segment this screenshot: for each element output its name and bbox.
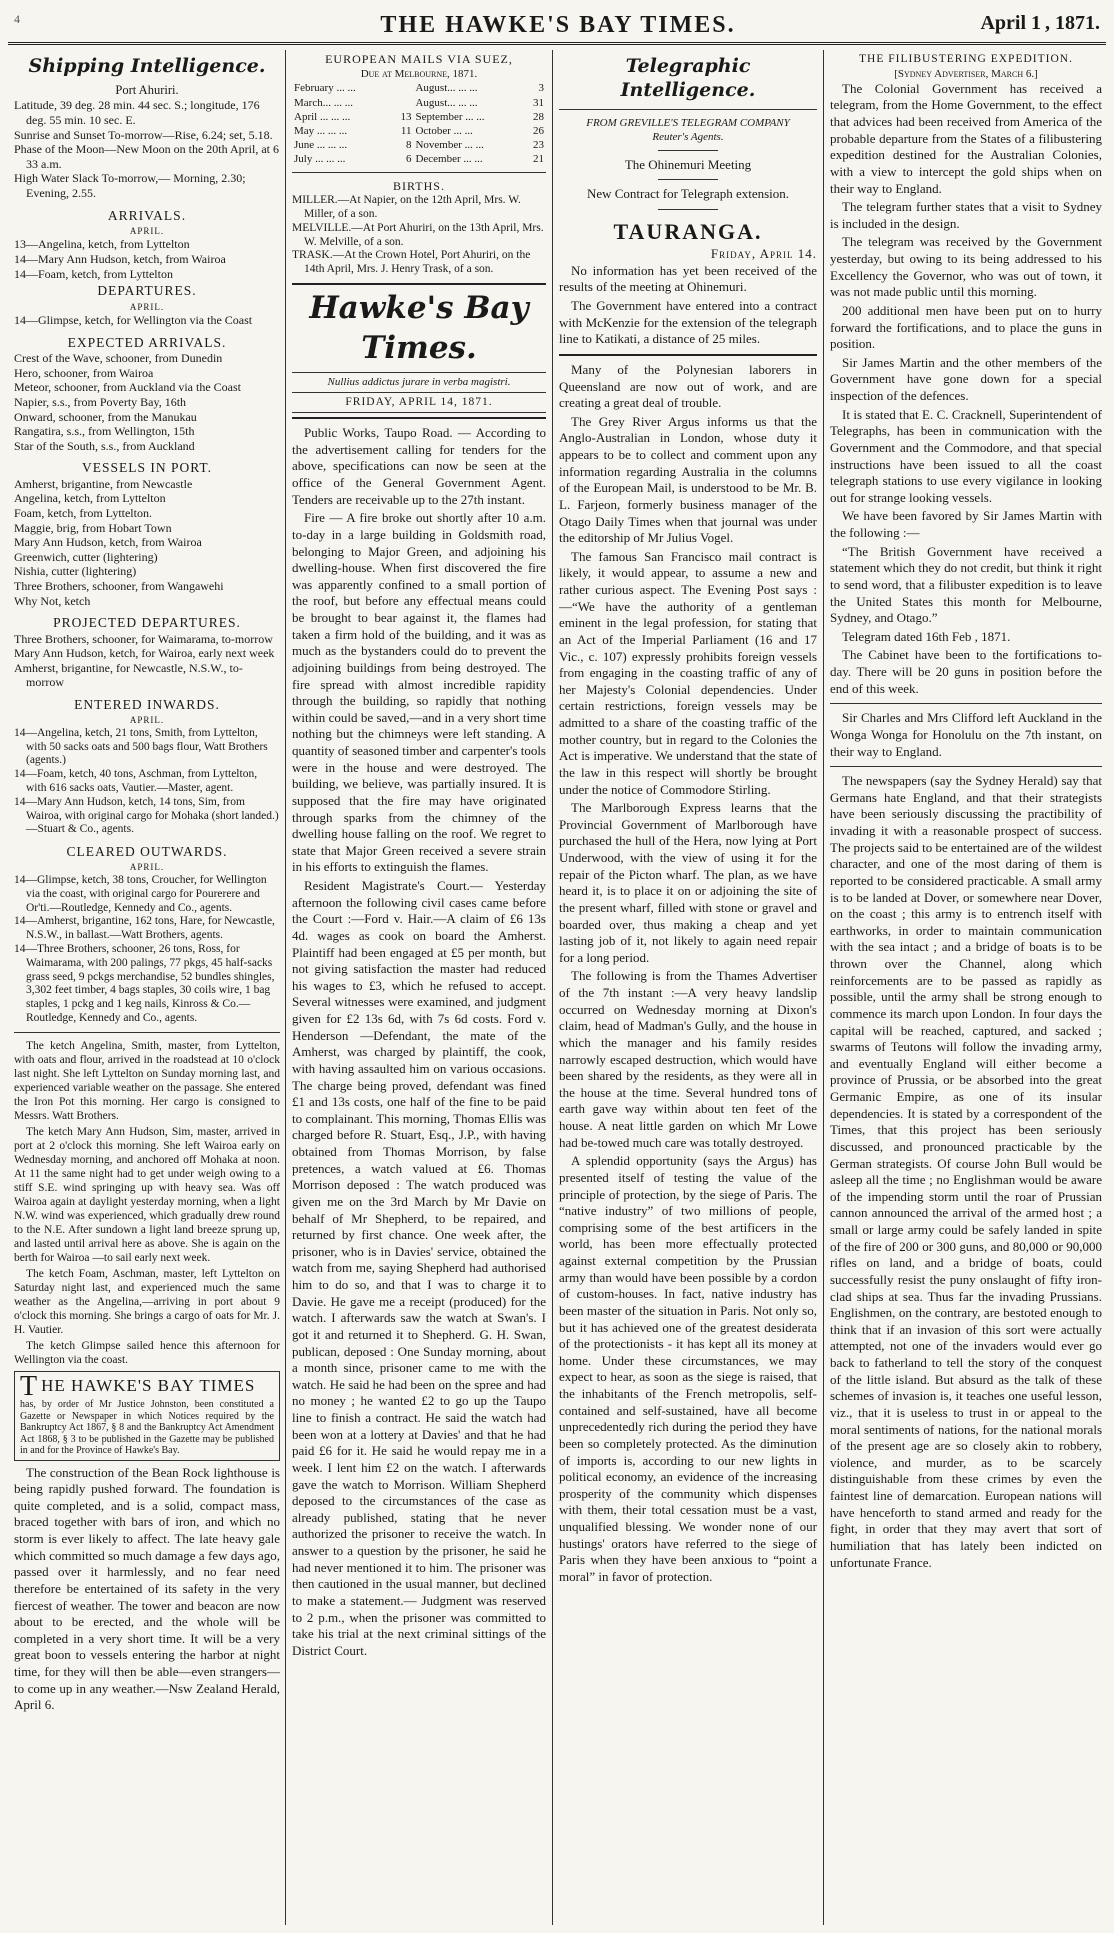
column-rule bbox=[285, 50, 286, 1925]
telegraphic-heading: Telegraphic Intelligence. bbox=[620, 55, 756, 102]
mails-cell: 26 bbox=[533, 124, 544, 137]
paper-title: THE HAWKE'S BAY TIMES. bbox=[380, 12, 736, 38]
invasion-article: The newspapers (say the Sydney Herald) say that Germans hate England, and that their strategists have been seriously discussing the practibility of invading it with a reasonable prospect of success. The projects said to be entertained are of the wildest character, and one of the most daring of them is reported to be considered practicable. A small army is to be landed at Dover, or somewhere near Dover, on the coast ; this army is to entrench itself with earthworks, in order to maintain communication with the sea intact ; and a bridge of boats is to be thrown over the Channel, along which reinforcements are to be passed as rapidly as possible, until the army shall be strong enough to commence its march upon London. In four days the capital will be reached, captured, and sacked ; swarms of Teutons will follow the invading army, and eventually England will either become a province of Prussia, or be absorbed into the great Germanic Empire, as one of its insular dependencies. It is stated by a correspondent of the Times, that this project has been seriously discussed, and pronounced practicable by the German strategists. Of course John Bull would be asleep all the time ; no Englishman would be aware of the impending storm until the roar of Prussian cannon announced the arrival of the armed host ; a small or large army could be safely landed in spite of the fire of 200 or 300 guns, and 80,000 or 90,000 rifles on land, and a bridge of boats, could successfully resist the puny onslaught of fifty iron-clad ships at sea. Thus far the invading Prussians. Englishmen, on the contrary, are bestoted enough to think that if an invasion of this sort were actually attempted, not one of the invaders would ever go back to fatherland to tell the story of the conquest of the little island. But absurd as the talk of these schemes of invasion is, it teaches one useful lesson, viz., that it is useless to trust in or appeal to the moral sentiments of nations, for the national morals of the present age are so closely akin to robbery, violence, and murder, as to be scarcely distinguishable from these crimes by even the faintest line of demarcation. European nations will have henceforth to stand armed and ready for the fight, in order that they may avert that sort of humiliation that has lately been indicted on unfortunate France. bbox=[830, 773, 1102, 1570]
public-works-article: Public Works, Taupo Road. — According to the advertisement calling for tenders for the above, specifications can now be seen at the office of the General Government Agent. Tenders are receivable up to the 27th instant. bbox=[292, 425, 546, 507]
mails-heading: EUROPEAN MAILS VIA SUEZ, bbox=[325, 52, 513, 66]
births-list bbox=[292, 194, 546, 277]
expected-entry: Napier, s.s., from Poverty Bay, 16th bbox=[14, 394, 187, 409]
mails-row bbox=[292, 110, 546, 124]
mails-cell: 11 bbox=[400, 124, 412, 137]
mails-cell: 31 bbox=[533, 96, 544, 109]
fire-article: Fire — A fire broke out shortly after 10 a.m. to-day in a large building in Goldsmith road, belonging to Major Green, and adjoining his dwelling-house. When first discovered the fire was apparently confined to a small portion of the roof, but before any effectual means could be brought to bear against it, the flames had taken a firm hold of the building, and it was as much as the bystanders could do to prevent the adjoining buildings from being destroyed. The fire spread with almost incredible rapidity through the building, so rapidly that nothing within could be saved,—and in a very short time nothing but the chimneys were left standing. A quantity of seasoned timber and carpenter's tools were in the house and were destroyed. The building, we believe, was partially insured. It is supposed that the fire may have originated through sparks from the chimney of the dwelling house falling on the roof. We regret to state that Major Green received a severe strain in his efforts to extinguish the flames. bbox=[292, 510, 546, 875]
court-article: Resident Magistrate's Court.— Yesterday afternoon the following civil cases came before the Court :—Ford v. Hair.—A claim of £6 13s 4d. wages as cook on board the Amherst. Plaintiff had been engaged at £5 per month, but not giving satisfaction the master had reduced his wages to £3, which he refused to accept. Several witnesses were examined, and judgment given for £2 13s 6d, with 7s 6d costs. Ford v. Henderson —Defendant, the mate of the Amherst, was charged by plaintiff, the cook, with having assaulted him on various occasions. The charge being proved, defendant was fined £1 and 13s costs, one half of the fine to be paid to complainant. This morning, Thomas Ellis was charged before R. Stuart, Esq., J.P., with having obtained from Thomas Morrison, by false pretences, a watch valued at £6. Thomas Morrison deposed : The watch produced was given me on the 3rd March by Mr Davie on behalf of Mr Shepherd, to be repaired, and returned by first chance. One week after, the prisoner, who is in Davies' service, obtained the watch from me, saying Shepherd had authorised him to do so, and that I was to charge it to Davie. He gave me a receipt (produced) for the watch. I afterwards saw the watch at Swan's. I got it and returned it to Shepherd. G. H. Swan, publican, deposed : One Sunday morning, about a month since, prisoner came to me with the watch. He said he had been on the spree and had no money ; he wanted £2 to go up the Taupo line to finish a contract. He said the watch had been won at a lottery at Davies' and that he had paid £6 for it. He said he would repay me in a week. I lent him £2 on the watch. I afterwards gave the watch to Morrison. William Shepherd deposed to the circumstances of the case as already published, stating that he never authorized the prisoner to receive the watch. In answer to a question by the prisoner, he said he had never mentioned it to him. The prisoner was then cautioned in the usual manner, but declined to make a statement.— Judgment was reserved to 2 p.m., when the prisoner was committed to take his trial at the next criminal sittings of the District Court. bbox=[292, 878, 546, 1658]
telegram-agents: Reuter's Agents. bbox=[652, 130, 724, 143]
masthead-rule bbox=[8, 42, 1106, 45]
tauranga-paragraph: No information has yet been received of the results of the meeting at Ohinemuri. bbox=[559, 262, 817, 295]
masthead bbox=[12, 8, 1104, 42]
editorial-paper-name: Hawke's Bay Times. bbox=[309, 290, 529, 366]
projected-entry: Amherst, brigantine, for Newcastle, N.S.W., to-morrow bbox=[14, 660, 243, 690]
entered-entry: 14—Foam, ketch, 40 tons, Aschman, from Lyttelton, with 616 sacks oats, Vautier.—Master, agent. bbox=[14, 768, 258, 795]
filibustering-paragraph: Telegram dated 16th Feb , 1871. bbox=[842, 628, 1011, 644]
births-heading: BIRTHS. bbox=[393, 178, 445, 193]
editorial-dateline: FRIDAY, APRIL 14, 1871. bbox=[292, 392, 546, 413]
mails-table bbox=[292, 81, 546, 165]
mails-cell bbox=[391, 96, 414, 110]
column-rule bbox=[552, 50, 553, 1925]
mails-cell: 8 bbox=[405, 138, 412, 151]
almanac-line: Phase of the Moon—New Moon on the 20th April, at 6 33 a.m. bbox=[14, 142, 279, 171]
in-port-entry: Nishia, cutter (lightering) bbox=[14, 564, 137, 579]
mails-cell: September ... ... bbox=[415, 110, 485, 123]
in-port-heading: VESSELS IN PORT. bbox=[81, 460, 213, 476]
filibustering-source: [Sydney Advertiser, March 6.] bbox=[894, 67, 1038, 80]
filibustering-article bbox=[830, 81, 1102, 698]
column-rule bbox=[823, 50, 824, 1925]
column-telegraphic bbox=[559, 52, 817, 1926]
arrival-entry: 13—Angelina, ketch, from Lyttelton bbox=[14, 237, 190, 252]
entered-entry: 14—Mary Ann Hudson, ketch, 14 tons, Sim, from Wairoa, with original cargo for Mohaka (short landed.)—Stuart & Co., agents. bbox=[14, 795, 279, 836]
mails-row bbox=[292, 152, 546, 166]
clifford-article: Sir Charles and Mrs Clifford left Auckland in the Wonga Wonga for Honolulu on the 7th instant, on their way to England. bbox=[830, 710, 1102, 759]
bean-rock-article: The construction of the Bean Rock lighthouse is being rapidly pushed forward. The foundation is quite completed, and is a solid, compact mass, braced together with bars of iron, and which no storm is ever likely to affect. The late heavy gale which committed so much damage a few days ago, passed over it harmlessly, and no fear need therefore be entertained of its safety in the very fiercest of weather. The tower and beacon are now about to be erected, and the whole will be completed in a very short time. It will be a very great boon to vessels entering the harbor at night time, for they will then be able—even strangers—to come up in any weather.—Nsw Zealand Herald, April 6. bbox=[14, 1464, 280, 1713]
page-number: 4 bbox=[14, 12, 20, 26]
mails-cell: February ... ... bbox=[294, 82, 356, 95]
tauranga-heading: TAURANGA. bbox=[613, 219, 763, 245]
expected-entry: Star of the South, s.s., from Auckland bbox=[14, 438, 195, 453]
filibustering-heading: THE FILIBUSTERING EXPEDITION. bbox=[859, 53, 1073, 65]
mails-cell: July ... ... ... bbox=[294, 152, 346, 165]
mails-row bbox=[292, 124, 546, 138]
in-port-list bbox=[14, 477, 280, 609]
almanac-line: Sunrise and Sunset To-morrow—Rise, 6.24; set, 5.18. bbox=[14, 127, 273, 142]
arrival-entry: 14—Mary Ann Hudson, ketch, from Wairoa bbox=[14, 252, 226, 267]
mails-cell: May ... ... ... bbox=[294, 124, 348, 137]
headline-ohinemuri: The Ohinemuri Meeting bbox=[624, 156, 752, 172]
filibustering-paragraph: “The British Government have received a statement which they do not credit, but think it right to send word, that a filibuster expedition is to leave the United States this month for Melbourne, Sydney, and Otago.” bbox=[830, 543, 1102, 626]
news-item: The following is from the Thames Advertiser of the 7th instant :—A very heavy landslip occurred on Wednesday morning at Dixon's claim, head of Madman's Gully, and the house in which the manager and his family resides narrowly escaped destruction, which would have been shared by the residents, as they were all in the house at the time. Several hundred tons of earth gave way within about ten feet of the house. A neat little garden on which Mr Lowe had be-towed much care was totally destroyed. bbox=[559, 968, 817, 1150]
news-item: The famous San Francisco mail contract is likely, it would appear, to assume a new and rather curious aspect. The Evening Post says :—“We have the authority of a gentleman eminent in the legal profession, for stating that an Act of the Imperial Parliament (16 and 17 Vic., c. 107) expressly prohibits foreign vessels from engaging in the coasting traffic of any of her Majesty's Colonial dependencies. Under certain restrictions, foreign vessels may be admitted to a share of the coasting traffic of the mother country, but in regard to the Colonies the Act is imperative. We understand that the state of the law in this respect will shortly be brought under the notice of Commodore Stirling. bbox=[559, 548, 817, 797]
in-port-entry: Maggie, brig, from Hobart Town bbox=[14, 520, 172, 535]
filibustering-paragraph: The telegram was received by the Government yesterday, but owing to its being addressed to his Excellency the Governor, who was out of town, it was not made public until this morning. bbox=[830, 234, 1102, 300]
mails-cell: 6 bbox=[405, 152, 412, 165]
news-item: Many of the Polynesian laborers in Queensland are now out of work, and are creating a great deal of trouble. bbox=[559, 361, 817, 411]
notice-dropcap: T bbox=[20, 1371, 39, 1403]
birth-notice: MELVILLE.—At Port Ahuriri, on the 13th April, Mrs. W. Melville, of a son. bbox=[292, 221, 544, 248]
birth-notice: TRASK.—At the Crown Hotel, Port Ahuriri, on the 14th April, Mrs. J. Henry Trask, of a son. bbox=[292, 249, 531, 276]
tauranga-date: Friday, April 14. bbox=[710, 246, 817, 262]
editorial-motto: Nullius addictus jurare in verba magistri. bbox=[292, 372, 546, 389]
filibustering-paragraph: We have been favored by Sir James Martin with the following :— bbox=[830, 508, 1102, 541]
filibustering-paragraph: Sir James Martin and the other members of the Government have gone down for a special inspection of the defences. bbox=[830, 354, 1102, 404]
cleared-list bbox=[14, 874, 280, 1026]
departures-month: APRIL. bbox=[129, 301, 165, 312]
filibustering-paragraph: The telegram further states that a visit to Sydney is included in the design. bbox=[830, 199, 1102, 231]
almanac-line: Latitude, 39 deg. 28 min. 44 sec. S.; longitude, 176 deg. 55 min. 10 sec. E. bbox=[14, 98, 260, 127]
port-name: Port Ahuriri. bbox=[115, 83, 179, 98]
cleared-entry: 14—Glimpse, ketch, 38 tons, Croucher, for Wellington via the coast, with original cargo for Pourerere and Or'ti.—Routledge, Kennedy and Co., agents. bbox=[14, 873, 267, 914]
expected-heading: EXPECTED ARRIVALS. bbox=[67, 334, 227, 350]
column-editorial bbox=[292, 52, 546, 1926]
mails-cell: March... ... ... bbox=[294, 96, 353, 109]
notice-text: has, by order of Mr Justice Johnston, been constituted a Gazette or Newspaper in which Notices required by the Bankruptcy Act 1867, § 8 and the Bankruptcy Act Amendment Act 1868, § 3 to be published in the Gazette may be published in and for the Province of Hawke's Bay. bbox=[20, 1399, 274, 1457]
shipping-report: The ketch Angelina, Smith, master, from Lyttelton, with oats and flour, arrived in the roadstead at 10 o'clock last night. She left Lyttelton on Sunday morning last, and experienced variable weather on the passage. She entered the Iron Pot this morning. Her cargo is consigned to Messrs. Watt Brothers. bbox=[14, 1039, 280, 1122]
entered-entry: 14—Angelina, ketch, 21 tons, Smith, from Lyttelton, with 50 sacks oats and 500 bags flour, Watt Brothers (agents.) bbox=[14, 726, 268, 767]
cleared-heading: CLEARED OUTWARDS. bbox=[66, 844, 228, 860]
mails-row bbox=[292, 138, 546, 152]
projected-entry: Three Brothers, schooner, for Waimarama, to-morrow bbox=[14, 631, 273, 646]
mails-cell: August... ... ... bbox=[415, 96, 478, 109]
mails-cell: 13 bbox=[400, 110, 412, 123]
mails-cell: November ... ... bbox=[415, 138, 484, 151]
expected-entry: Onward, schooner, from the Manukau bbox=[14, 409, 197, 424]
filibustering-paragraph: The Cabinet have been to the fortifications to-day. There will be 20 guns in position before the end of this week. bbox=[830, 647, 1102, 696]
telegram-company: FROM GREVILLE'S TELEGRAM COMPANY bbox=[586, 116, 790, 129]
shipping-reports bbox=[14, 1039, 280, 1367]
news-item: The Grey River Argus informs us that the Anglo-Australian in London, whose duty it appears to be to collect and comment upon any information regarding Australia in the columns of the European Mail, is understood to be Mr. B. L. Farjeon, formerly business manager of the Otago Daily Times when that journal was under the editorship of Mr Julius Vogel. bbox=[559, 413, 817, 546]
departures-heading: DEPARTURES. bbox=[97, 283, 197, 299]
shipping-report: The ketch Foam, Aschman, master, left Lyttelton on Saturday night last, and experienced much the same weather as the Angelina,—arriving in port about 9 o'clock this morning. She brings a cargo of oats for Mr. J. H. Vautier. bbox=[14, 1268, 280, 1337]
mails-cell: December ... ... bbox=[415, 152, 483, 165]
mails-cell: 28 bbox=[533, 110, 544, 123]
gazette-notice bbox=[14, 1371, 280, 1461]
projected-list bbox=[14, 632, 280, 691]
mails-cell: 23 bbox=[533, 138, 544, 151]
filibustering-paragraph: The Colonial Government has received a telegram, from the Home Government, to the effect that advices had been received from America of the probable departure from the States of a filibustering expedition destined for the Australian Colonies, with a view to intercept the gold ships when on their way to England. bbox=[830, 80, 1102, 196]
expected-entry: Meteor, schooner, from Auckland via the Coast bbox=[14, 380, 241, 395]
tauranga-news bbox=[559, 263, 817, 348]
news-item: The Marlborough Express learns that the Provincial Government of Marlborough have purchased the hull of the Hera, now lying at Port Underwood, with the view of using it for the repair of the Picton wharf. The plan, as we have heard it, is to place it on or adjoining the site of the present wharf, filled with stone or gravel and boarded over, thus making a cheap and yet lasting job of it, not likely to again need repair for a long period. bbox=[559, 800, 817, 965]
in-port-entry: Why Not, ketch bbox=[14, 593, 91, 608]
tauranga-paragraph: The Government have entered into a contract with McKenzie for the extension of the telegraph line to Katikati, a distance of 25 miles. bbox=[559, 298, 817, 347]
almanac-line: High Water Slack To-morrow,— Morning, 2.30; Evening, 2.55. bbox=[14, 171, 246, 201]
in-port-entry: Greenwich, cutter (lightering) bbox=[14, 549, 158, 564]
expected-entry: Crest of the Wave, schooner, from Dunedin bbox=[14, 351, 223, 366]
mails-cell: 21 bbox=[533, 152, 544, 165]
notice-title bbox=[20, 1371, 274, 1403]
arrivals-month: APRIL. bbox=[129, 225, 165, 236]
entered-heading: ENTERED INWARDS. bbox=[74, 697, 220, 713]
projected-entry: Mary Ann Hudson, ketch, for Wairoa, early next week bbox=[14, 646, 275, 661]
in-port-entry: Foam, ketch, from Lyttelton. bbox=[14, 505, 152, 520]
in-port-entry: Amherst, brigantine, from Newcastle bbox=[14, 476, 193, 491]
news-items bbox=[559, 362, 817, 1586]
mails-cell: October ... ... bbox=[415, 124, 473, 137]
editorial-masthead bbox=[292, 283, 546, 419]
filibustering-paragraph: 200 additional men have been put on to hurry forward the fortifications, and to place the guns in position. bbox=[830, 302, 1102, 352]
expected-list bbox=[14, 351, 280, 453]
arrivals-heading: ARRIVALS. bbox=[107, 207, 187, 223]
departure-entry: 14—Glimpse, ketch, for Wellington via the Coast bbox=[14, 313, 253, 328]
news-item: A splendid opportunity (says the Argus) has presented itself of testing the value of the principle of protection, by the siege of Paris. The “native industry” of two millions of people, comprising some of the best artificers in the world, has been more effectually protected against external competition by the Prussian army than would have been possible by a cordon of custom-houses. In fact, native industry has been master of the situation in Paris. Not only so, but it has achieved one of the greatest desiderata of the protectionists - it has kept all its money at home. Under these circumstances, we may expect to hear, as soon as the siege is raised, that the inhabitants of the French metropolis, self-contained and self-sustained, have all become unprecedentedly rich during the period they have been so completely protected. As the diminution of imports is, according to our new lights in political economy, an evidence of the increasing prosperity of the community which dispenses with them, their total cessation must be a vast, unqualified blessing. We wonder none of our hustings' orators have referred to the siege of Paris when they have been anxious to “point a moral” in favor of protection. bbox=[559, 1153, 817, 1584]
mails-row bbox=[292, 96, 546, 110]
mails-cell bbox=[391, 81, 414, 95]
in-port-entry: Angelina, ketch, from Lyttelton bbox=[14, 491, 166, 506]
mails-cell: August... ... ... bbox=[415, 82, 478, 95]
mails-subheading: Due at Melbourne, 1871. bbox=[360, 68, 478, 81]
cleared-month: APRIL. bbox=[129, 862, 165, 873]
cleared-entry: 14—Three Brothers, schooner, 26 tons, Ross, for Waimarama, with 200 palings, 77 pkgs, 45 half-sacks grass seed, 9 pckgs merchandise, 52 bundles shingles, 3,302 feet timber, 4 bags staples, 30 coils wire, 1 bag staples, 1 pckg and 1 keg nails, Kinross & Co.—Routledge, Kennedy and Co., agents. bbox=[14, 942, 275, 1024]
filibustering-paragraph: It is stated that E. C. Cracknell, Superintendent of Telegraphs, has been in communication with the Government and the Commodore, and that special instructions have been issued to all the coast telegraph stations to use every vigilance in looking out for strange looking vessels. bbox=[830, 406, 1102, 505]
entered-month: APRIL. bbox=[129, 715, 165, 726]
mails-row bbox=[292, 81, 546, 95]
shipping-report: The ketch Mary Ann Hudson, Sim, master, arrived in port at 2 o'clock this morning. She left Wairoa early on Wednesday morning, and anchored off Mohaka at noon. At 11 the same night had to get under weigh owing to a stiff S.E. wind springing up with heavy sea. Was off Wairoa again at daylight yesterday morning, when a light N.W. wind was experienced, which gradually drew round to the N.E. After sundown a light land breeze sprung up, and lasted until arrival here as above. She is again on the berth for Wairoa —to sail early next week. bbox=[14, 1125, 280, 1264]
departures-list bbox=[14, 313, 280, 328]
birth-notice: MILLER.—At Napier, on the 12th April, Mrs. W. Miller, of a son. bbox=[292, 194, 521, 221]
mails-cell: April ... ... ... bbox=[294, 110, 351, 123]
almanac bbox=[14, 98, 280, 200]
headline-telegraph: New Contract for Telegraph extension. bbox=[586, 186, 790, 202]
shipping-report: The ketch Glimpse sailed hence this afternoon for Wellington via the coast. bbox=[14, 1340, 280, 1367]
issue-date: April 1 , 1871. bbox=[980, 12, 1100, 34]
column-filibustering bbox=[830, 52, 1102, 1926]
projected-heading: PROJECTED DEPARTURES. bbox=[53, 615, 241, 631]
notice-title-rest: HE HAWKE'S BAY TIMES bbox=[41, 1376, 256, 1396]
mails-cell: 3 bbox=[538, 82, 544, 95]
column-shipping bbox=[14, 52, 280, 1926]
in-port-entry: Three Brothers, schooner, from Wangawehi bbox=[14, 579, 224, 594]
in-port-entry: Mary Ann Hudson, ketch, from Wairoa bbox=[14, 535, 202, 550]
arrivals-list bbox=[14, 237, 280, 281]
cleared-entry: 14—Amherst, brigantine, 162 tons, Hare, for Newcastle, N.S.W., in ballast.—Watt Brothers, agents. bbox=[14, 915, 275, 942]
entered-list bbox=[14, 727, 280, 837]
expected-entry: Rangatira, s.s., from Wellington, 15th bbox=[14, 424, 195, 439]
shipping-heading: Shipping Intelligence. bbox=[28, 55, 266, 77]
mails-cell: June ... ... ... bbox=[294, 138, 348, 151]
expected-entry: Hero, schooner, from Wairoa bbox=[14, 365, 154, 380]
arrival-entry: 14—Foam, ketch, from Lyttelton bbox=[14, 266, 173, 281]
